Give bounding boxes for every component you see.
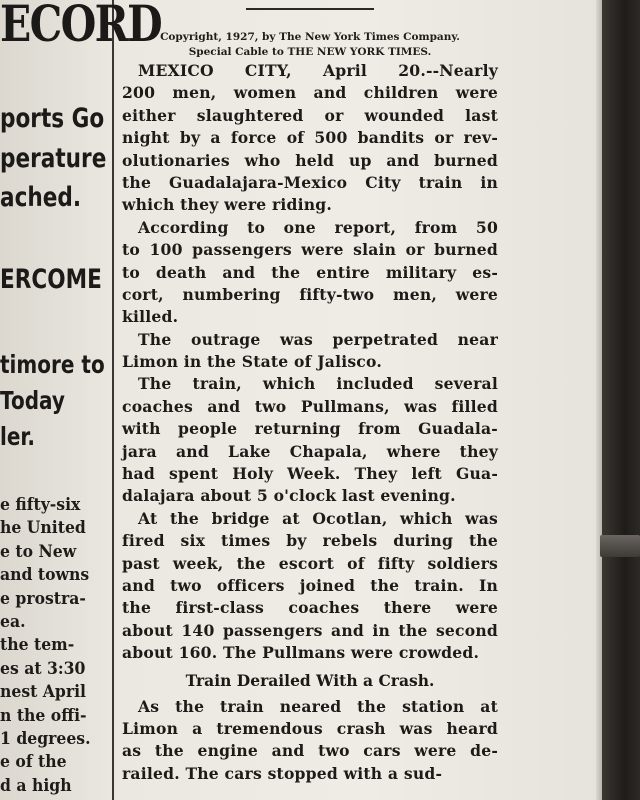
left-body-line: e of the xyxy=(0,752,67,773)
article-body-continued xyxy=(122,696,498,786)
article-line: killed. xyxy=(122,307,179,327)
article-line: fired six times by rebels during the xyxy=(122,531,498,551)
article-line: dalajara about 5 o'clock last evening. xyxy=(122,486,456,506)
article-line: which they were riding. xyxy=(122,195,333,215)
left-body-line: nest April xyxy=(0,682,86,703)
article-line: jara and Lake Chapala, where they xyxy=(122,441,498,461)
masthead-fragment: ECORD xyxy=(0,0,162,53)
left-column-body xyxy=(0,494,112,798)
left-body-line: ea. xyxy=(0,611,26,632)
article-line: and two officers joined the train. In xyxy=(122,575,498,595)
article-subhead: Train Derailed With a Crash. xyxy=(185,670,435,690)
article-line: the first-class coaches there were xyxy=(122,598,498,618)
left-body-line: n the offi- xyxy=(0,705,87,726)
article-line: past week, the escort of fifty soldiers xyxy=(122,553,498,573)
left-body-line: the tem- xyxy=(0,635,75,656)
left-deck-line: ERCOME xyxy=(0,264,102,295)
article-line: had spent Holy Week. They left Gua- xyxy=(122,464,498,484)
article-line: to death and the entire military es- xyxy=(122,262,498,282)
article-line: to 100 passengers were slain or burned xyxy=(122,240,498,260)
article-line: Limon a tremendous crash was heard xyxy=(122,718,498,738)
article-line: coaches and two Pullmans, was filled xyxy=(122,396,498,416)
article-line: cort, numbering fifty-two men, were xyxy=(122,284,498,304)
article-body xyxy=(122,60,498,665)
left-body-line: es at 3:30 xyxy=(0,658,86,679)
article-line: the Guadalajara-Mexico City train in xyxy=(122,172,498,192)
left-deck-line: ler. xyxy=(0,422,36,451)
left-body-line: and towns xyxy=(0,565,90,586)
article-line: 200 men, women and children were xyxy=(122,83,498,103)
article-line: MEXICO CITY, April 20.--Nearly xyxy=(138,61,498,80)
left-body-line: he United xyxy=(0,518,86,539)
left-body-line: d a high xyxy=(0,775,72,796)
cable-credit-line: Special Cable to THE NEW YORK TIMES. xyxy=(188,46,432,58)
article-line: At the bridge at Ocotlan, which was xyxy=(138,508,498,528)
left-deck-line: ached. xyxy=(0,182,82,213)
column-rule xyxy=(112,0,114,800)
article-line: The outrage was perpetrated near xyxy=(138,329,498,349)
article-line: as the engine and two cars were de- xyxy=(122,741,498,761)
copyright-line: Copyright, 1927, by The New York Times Company. xyxy=(160,31,460,43)
article-line: The train, which included several xyxy=(138,374,498,394)
article-column xyxy=(122,30,498,785)
left-body-line: 1 degrees. xyxy=(0,728,91,749)
left-deck-line: ports Go xyxy=(0,103,105,134)
left-deck-line: Today xyxy=(0,386,65,415)
article-line: either slaughtered or wounded last xyxy=(122,105,498,125)
article-line: According to one report, from 50 xyxy=(138,217,498,237)
article-line: about 160. The Pullmans were crowded. xyxy=(122,643,480,663)
binding-gutter xyxy=(602,0,640,800)
article-line: night by a force of 500 bandits or rev- xyxy=(122,128,498,148)
binding-clip xyxy=(600,535,640,557)
left-body-line: e to New xyxy=(0,541,77,562)
left-body-line: e prostra- xyxy=(0,588,86,609)
article-line: railed. The cars stopped with a sud- xyxy=(122,763,443,783)
article-line: olutionaries who held up and burned xyxy=(122,150,498,170)
article-line: Limon in the State of Jalisco. xyxy=(122,352,382,372)
left-body-line: e fifty-six xyxy=(0,495,81,515)
article-line: with people returning from Guadala- xyxy=(122,419,498,439)
headline-rule xyxy=(246,8,374,10)
article-line: As the train neared the station at xyxy=(138,696,498,716)
left-deck-line: timore to xyxy=(0,350,105,379)
left-deck-line: perature xyxy=(0,143,107,174)
article-line: about 140 passengers and in the second xyxy=(122,620,498,640)
